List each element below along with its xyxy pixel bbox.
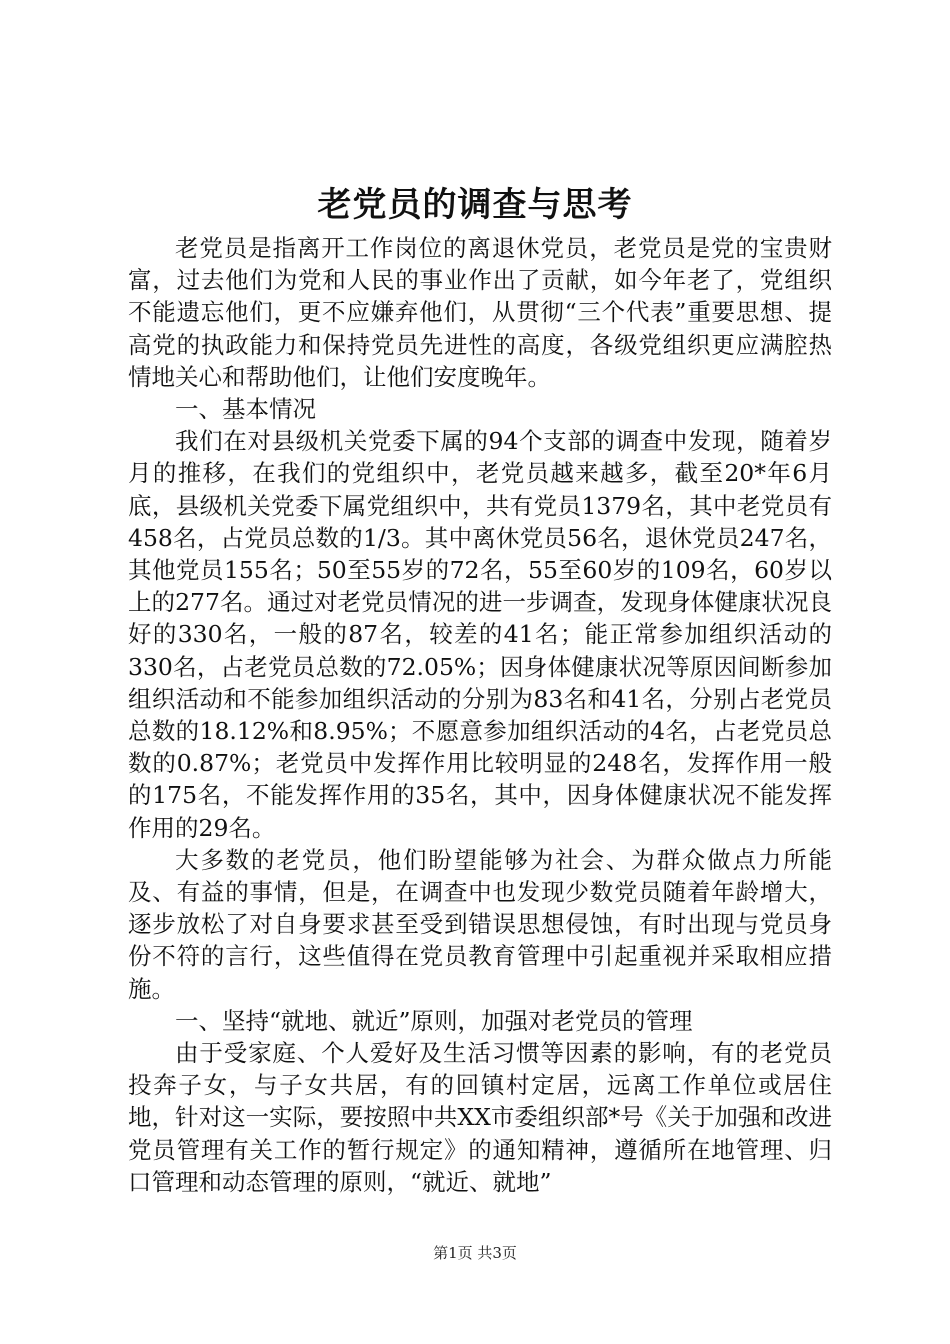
document-title: 老党员的调查与思考: [317, 185, 633, 225]
section-heading-management-principle: 一、坚持“就地、就近”原则，加强对老党员的管理: [175, 1006, 693, 1035]
document-body: [128, 232, 832, 1198]
page-footer: 第1页 共3页: [433, 1244, 517, 1262]
paragraph-management-details: 由于受家庭、个人爱好及生活习惯等因素的影响，有的老党员投奔子女，与子女共居，有的回镇村定居，远离工作单位或居住地，针对这一实际，要按照中共XX市委组织部*号《关于加强和改进党员管理有关工作的暂行规定》的通知精神，遵循所在地管理、归口管理和动态管理的原则，“就近、就地”: [128, 1039, 832, 1196]
section-heading-basic-situation: 一、基本情况: [175, 395, 316, 424]
paragraph-majority-members: 大多数的老党员，他们盼望能够为社会、为群众做点力所能及、有益的事情，但是，在调查中也发现少数党员随着年龄增大，逐步放松了对自身要求甚至受到错误思想侵蚀，有时出现与党员身份不符的言行，这些值得在党员教育管理中引起重视并采取相应措施。: [128, 845, 832, 1003]
paragraph-intro: 老党员是指离开工作岗位的离退休党员，老党员是党的宝贵财富，过去他们为党和人民的事业作出了贡献，如今年老了，党组织不能遗忘他们，更不应嫌弃他们，从贯彻“三个代表”重要思想、提高党的执政能力和保持党员先进性的高度，各级党组织更应满腔热情地关心和帮助他们，让他们安度晚年。: [128, 234, 832, 391]
paragraph-survey-statistics: 我们在对县级机关党委下属的94个支部的调查中发现，随着岁月的推移，在我们的党组织中，老党员越来越多，截至20*年6月底，县级机关党委下属党组织中，共有党员1379名，其中老党员有458名，占党员总数的1/3。其中离休党员56名，退休党员247名，其他党员155名；50至55岁的72名，55至60岁的109名，60岁以上的277名。通过对老党员情况的进一步调查，发现身体健康状况良好的330名，一般的87名，较差的41名；能正常参加组织活动的330名，占老党员总数的72.05%；因身体健康状况等原因间断参加组织活动和不能参加组织活动的分别为83名和41名，分别占老党员总数的18.12%和8.95%；不愿意参加组织活动的4名，占老党员总数的0.87%；老党员中发挥作用比较明显的248名，发挥作用一般的175名，不能发挥作用的35名，其中，因身体健康状况不能发挥作用的29名。: [128, 427, 832, 842]
